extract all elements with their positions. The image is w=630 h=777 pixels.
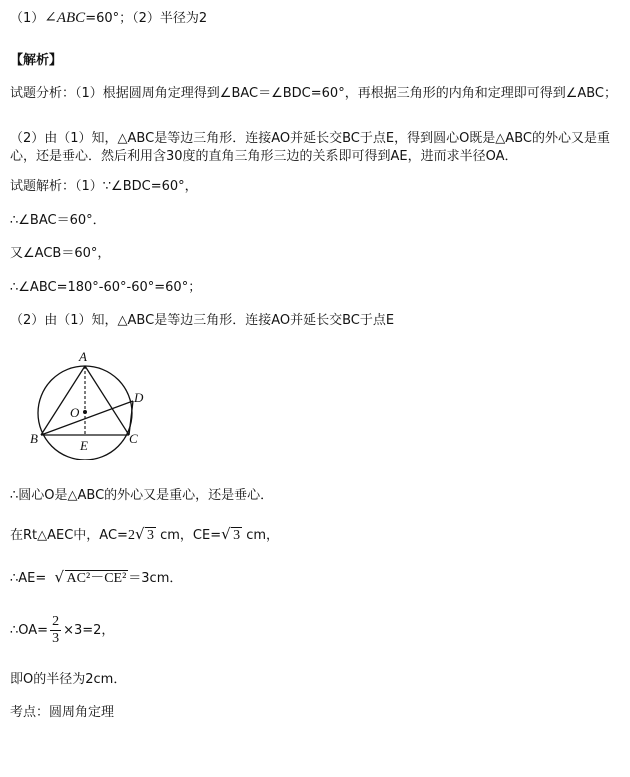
angle-abc: ∠ABC [44, 10, 86, 26]
solution-line-3: ∴∠ABC=180°-60°-60°=60°； [10, 280, 202, 295]
geometry-figure [25, 345, 155, 460]
analysis-heading: 【解析】 [10, 53, 63, 68]
answer-part-label: （1） [10, 11, 45, 26]
sqrt-3-b: √ 3 [221, 525, 241, 543]
ce-unit: cm， [242, 528, 280, 543]
ce-label: cm，CE= [155, 528, 222, 543]
analysis-part1: （1）根据圆周角定理得到∠BAC＝∠BDC=60°，再根据三角形的内角和定理即可得到∠ABC； [75, 86, 618, 101]
analysis-paragraph-1 [10, 85, 618, 103]
fraction-2-3: $\frac{2}{3}$ [52, 614, 60, 646]
after-line-3 [10, 570, 182, 588]
answer-line [10, 9, 207, 28]
solution-line-2: 又∠ACB＝60°， [10, 246, 111, 261]
answer-values: =60°；（2）半径为2 [85, 11, 208, 26]
solution-line-1: ∴∠BAC＝60°． [10, 213, 106, 228]
after-line-4 [10, 614, 114, 648]
label-o: O [70, 405, 80, 420]
ae-result: ＝3cm． [128, 571, 183, 586]
ae-label: ∴AE= [10, 571, 47, 586]
after-line-1: ∴圆心O是△ABC的外心又是重心，还是垂心． [10, 488, 274, 503]
after-line-5: 即O的半径为2cm． [10, 672, 127, 687]
sqrt-3-a: √ 3 [134, 525, 154, 543]
ac-label: 在Rt△AEC中，AC= [10, 528, 128, 543]
label-e: E [80, 438, 88, 453]
analysis-paragraph-2: （2）由（1）知，△ABC是等边三角形．连接AO并延长交BC于点E，得到圆心O既是△ABC的外心又是重心，还是垂心．然后利用含30度的直角三角形三边的关系即可得到AE，进而求半径OA． [10, 131, 610, 164]
ac-coefficient: 2 [127, 528, 135, 543]
sqrt-ac2-ce2: √ AC²－CE² [54, 568, 127, 586]
oa-result: ×3=2， [63, 623, 115, 638]
label-b: B [30, 431, 38, 446]
knowledge-point: 考点：圆周角定理 [10, 705, 115, 720]
center-point-o [83, 410, 87, 414]
segment-bd [41, 401, 133, 435]
after-line-2 [10, 527, 279, 545]
solution-label: 试题解析：（1）∵∠BDC=60°， [10, 179, 198, 194]
solution-line-4: （2）由（1）知，△ABC是等边三角形．连接AO并延长交BC于点E [10, 313, 395, 328]
analysis-label: 试题分析： [10, 86, 76, 101]
label-d: D [134, 390, 144, 405]
oa-label: ∴OA= [10, 623, 49, 638]
segment-ac [85, 366, 129, 435]
label-a: A [79, 349, 87, 364]
segment-ab [41, 366, 85, 435]
label-c: C [129, 431, 138, 446]
